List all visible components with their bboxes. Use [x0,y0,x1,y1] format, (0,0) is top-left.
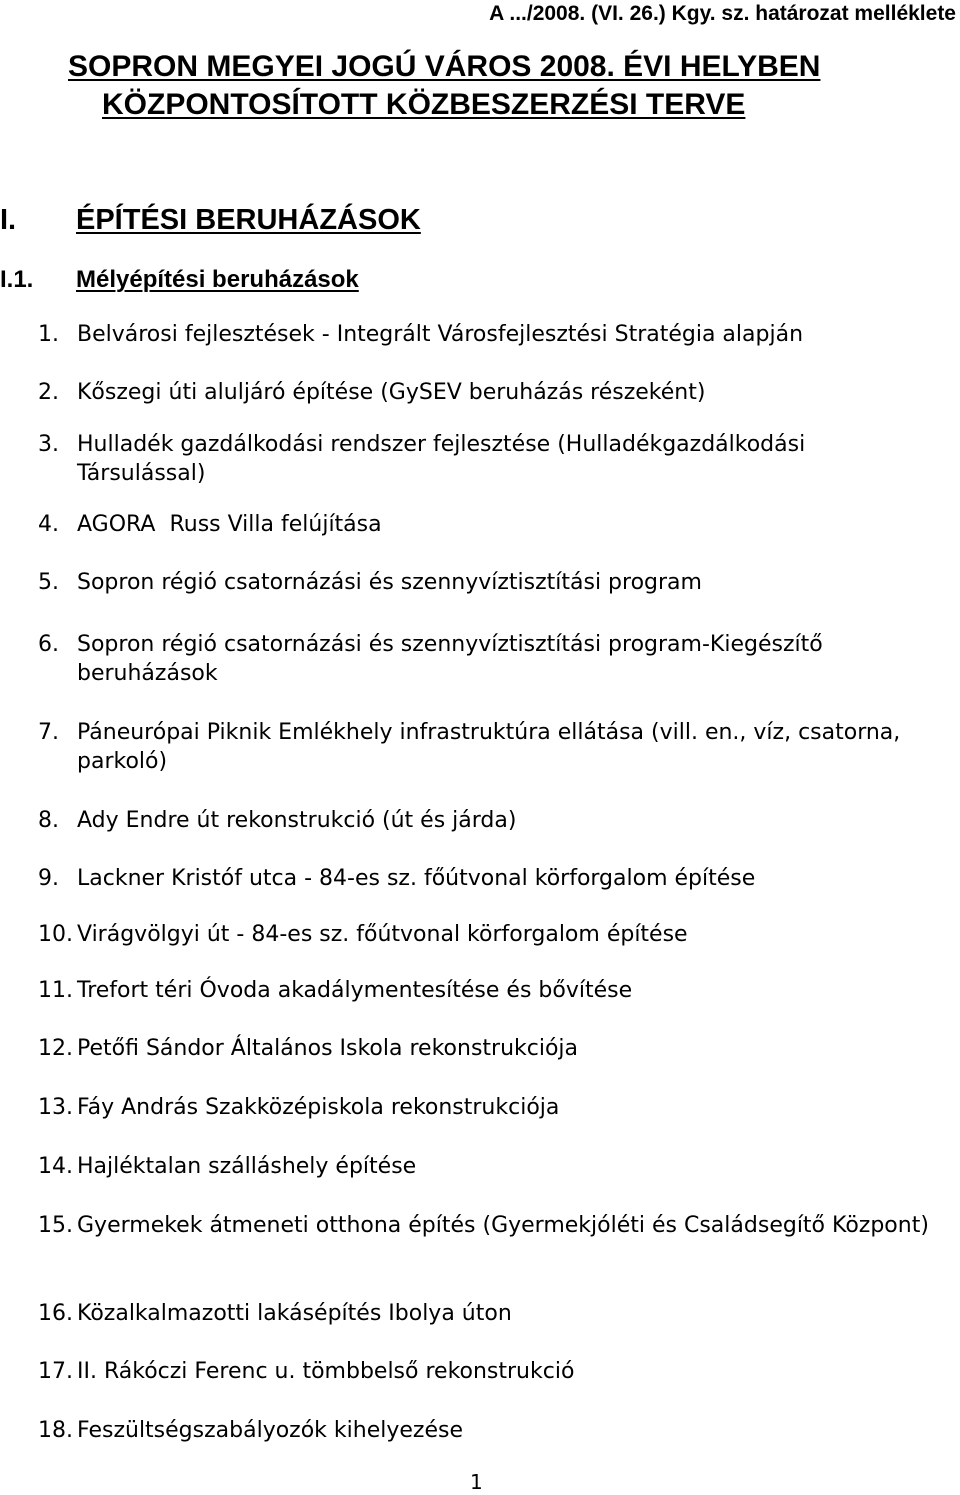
page-number: 1 [470,1470,483,1494]
item-number: 14. [38,1154,73,1179]
item-number: 2. [38,380,59,405]
item-text: Belvárosi fejlesztések - Integrált Városfejlesztési Stratégia alapján [77,322,804,347]
item-number: 6. [38,632,59,657]
title-line-2: KÖZPONTOSÍTOTT KÖZBESZERZÉSI TERVE [102,88,746,121]
item-text: Közalkalmazotti lakásépítés Ibolya úton [77,1301,512,1326]
item-text: Fáy András Szakközépiskola rekonstrukciója [77,1095,560,1120]
item-text: Petőfi Sándor Általános Iskola rekonstrukciója [77,1036,579,1061]
item-text: Hajléktalan szálláshely építése [77,1154,417,1179]
item-number: 1. [38,322,59,347]
item-number: 13. [38,1095,73,1120]
item-text: Ady Endre út rekonstrukció (út és járda) [77,808,517,833]
item-text: Gyermekek átmeneti otthona építés (Gyermekjóléti és Családsegítő Központ) [77,1213,929,1238]
item-number: 15. [38,1213,73,1238]
subsection-label: Mélyépítési beruházások [76,266,359,293]
item-text: Sopron régió csatornázási és szennyvíztisztítási program [77,570,702,595]
item-text: Sopron régió csatornázási és szennyvíztisztítási program-Kiegészítő beruházások [77,632,823,686]
item-number: 16. [38,1301,73,1326]
item-number: 5. [38,570,59,595]
section-label: ÉPÍTÉSI BERUHÁZÁSOK [76,204,421,236]
item-number: 18. [38,1418,73,1443]
item-number: 4. [38,512,59,537]
item-number: 11. [38,978,73,1003]
item-text: Virágvölgyi út - 84-es sz. főútvonal körforgalom építése [77,922,688,947]
item-text: II. Rákóczi Ferenc u. tömbbelső rekonstrukció [77,1359,575,1384]
item-number: 3. [38,432,59,457]
item-number: 8. [38,808,59,833]
title-line-1: SOPRON MEGYEI JOGÚ VÁROS 2008. ÉVI HELYBEN [68,50,821,83]
item-text: Lackner Kristóf utca - 84-es sz. főútvonal körforgalom építése [77,866,756,891]
section-number: I. [0,204,17,236]
item-number: 10. [38,922,73,947]
item-number: 9. [38,866,59,891]
item-text: Trefort téri Óvoda akadálymentesítése és bővítése [77,978,633,1003]
subsection-number: I.1. [0,266,34,293]
item-text: Páneurópai Piknik Emlékhely infrastruktúra ellátása (vill. en., víz, csatorna, parkoló) [77,720,901,774]
annex-reference: A .../2008. (VI. 26.) Kgy. sz. határozat melléklete [489,2,956,25]
document-title [66,48,820,124]
item-text: Kőszegi úti aluljáró építése (GySEV beruházás részeként) [77,380,706,405]
item-text: Hulladék gazdálkodási rendszer fejlesztése (Hulladékgazdálkodási Társulással) [77,432,806,486]
section-heading [0,202,600,238]
item-text: AGORA Russ Villa felújítása [77,512,382,537]
subsection-heading [0,265,600,295]
item-text: Feszültségszabályozók kihelyezése [77,1418,463,1443]
item-number: 7. [38,720,59,745]
item-number: 17. [38,1359,73,1384]
item-number: 12. [38,1036,73,1061]
